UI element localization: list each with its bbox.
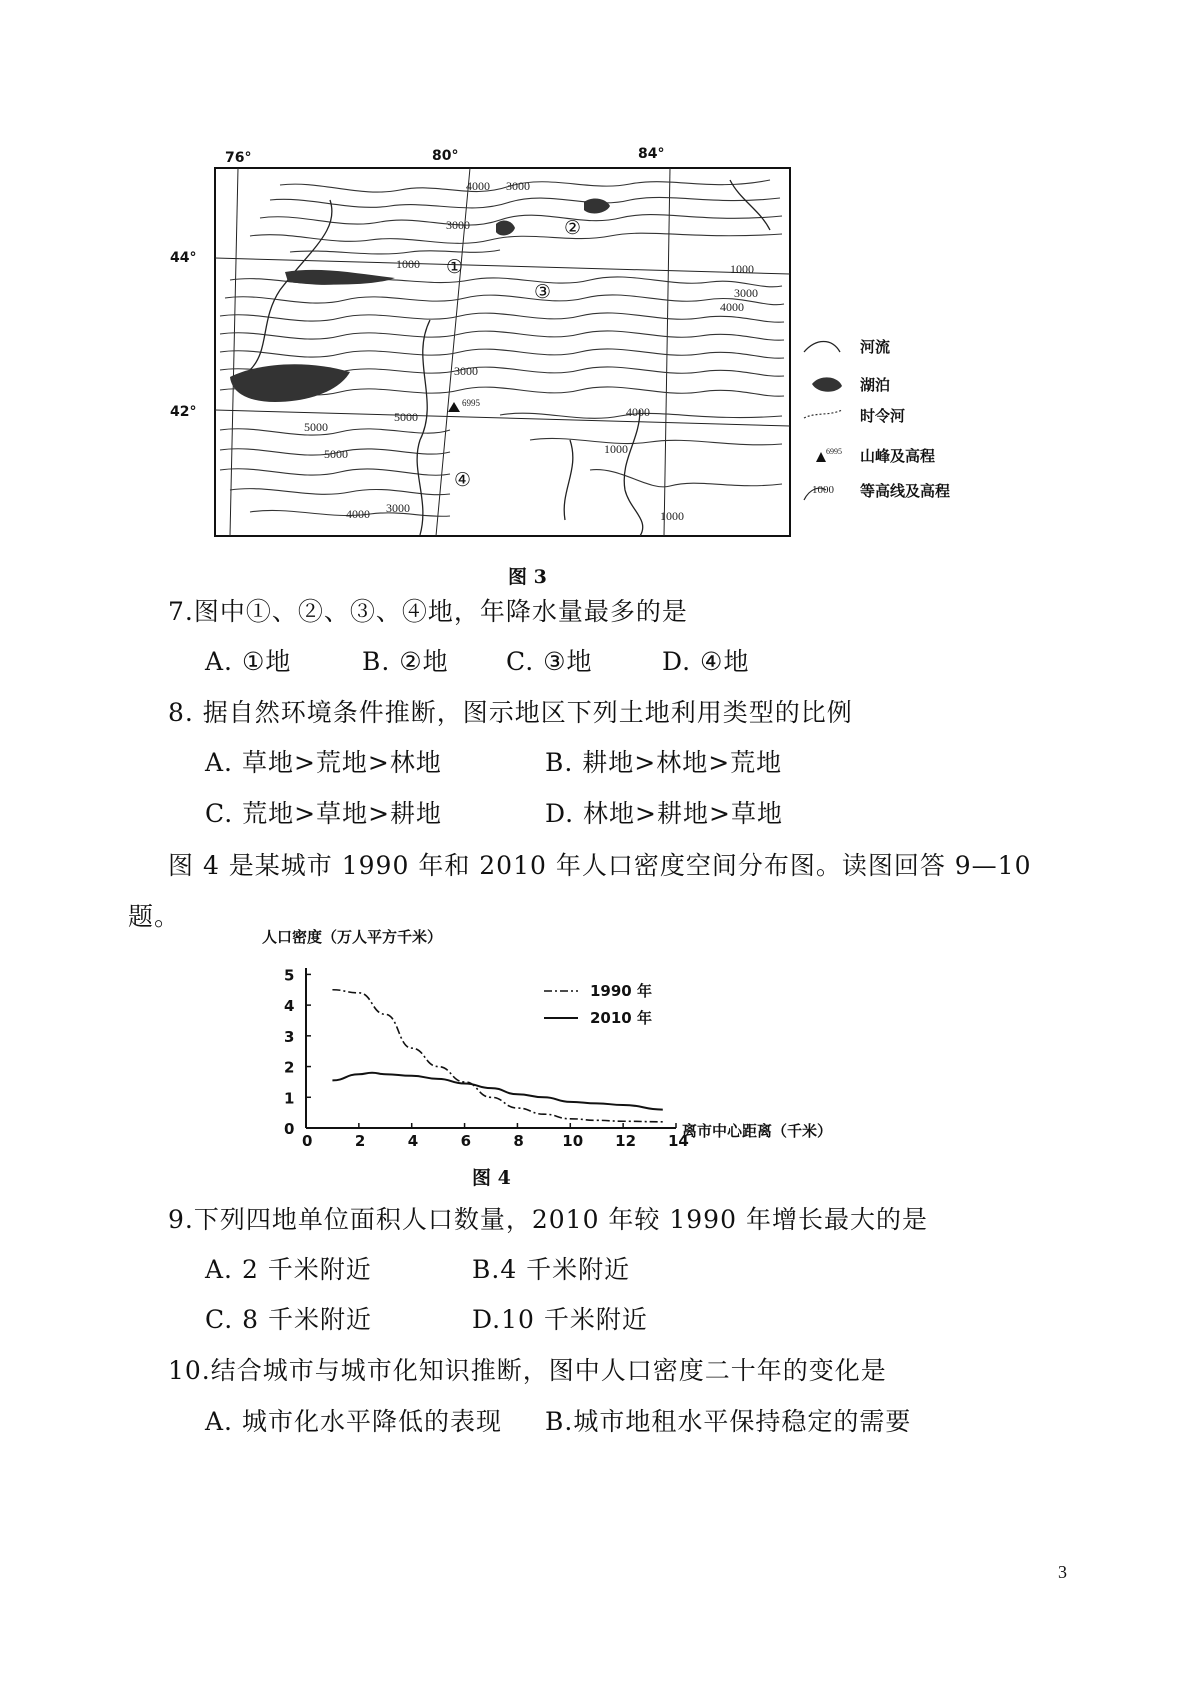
lon-label-84: 84° [638,146,665,162]
contour-label: 5000 [394,410,418,424]
lake-4 [584,199,610,214]
lake-1 [285,270,395,285]
y-tick-label: 1 [284,1089,295,1108]
contour-label: 4000 [346,507,370,521]
site-marker-3: ③ [534,281,552,303]
contour-label: 5000 [304,420,328,434]
x-tick-label: 6 [460,1132,472,1150]
contour-label: 4000 [720,300,744,314]
question-9-stem: 9.下列四地单位面积人口数量，2010 年较 1990 年增长最大的是 [168,1205,928,1234]
legend-contour-sample: 1000 [812,484,834,496]
page-number: 3 [1058,1562,1067,1582]
question-8-option-a: A. 草地>荒地>林地 [205,748,442,777]
legend-label-seasonal-river: 时令河 [860,407,906,425]
question-10-option-b: B.城市地租水平保持稳定的需要 [545,1407,912,1436]
contour-map [170,140,1100,560]
chart-y-axis-label: 人口密度（万人平方千米） [262,928,443,946]
lake-3 [496,221,515,236]
peak-icon [816,452,826,462]
question-9-option-d: D.10 千米附近 [472,1305,648,1334]
legend-label-2010: 2010 年 [590,1009,652,1027]
lat-label-44: 44° [170,250,197,266]
lon-label-76: 76° [225,150,252,166]
x-tick-label: 8 [513,1132,524,1150]
figure-4-intro-line-1: 图 4 是某城市 1990 年和 2010 年人口密度空间分布图。读图回答 9—10 [168,851,1032,880]
river-icon [804,342,840,353]
figure-3 [170,140,1100,560]
contour-label: 5000 [324,447,348,461]
x-tick-label: 12 [615,1132,637,1150]
legend-peak-sample: 6995 [826,447,842,456]
lake-icon [812,377,842,391]
legend-label-river: 河流 [860,338,891,356]
question-8-option-d: D. 林地>耕地>草地 [545,799,783,828]
y-tick-label: 3 [284,1027,295,1046]
contour-label: 1000 [604,442,628,456]
contour-label: 1000 [730,262,754,276]
question-8-option-b: B. 耕地>林地>荒地 [545,748,783,777]
figure-3-caption: 图 3 [508,566,547,588]
figure-4-caption: 图 4 [472,1167,511,1189]
lat-label-42: 42° [170,404,197,420]
site-marker-1: ① [446,256,464,278]
question-8-option-c: C. 荒地>草地>耕地 [205,799,443,828]
legend-label-lake: 湖泊 [860,376,891,394]
peak-elevation-label: 6995 [462,398,480,408]
figure-4-intro-line-2: 题。 [128,902,181,931]
contour-label: 4000 [626,405,650,419]
site-marker-4: ④ [454,469,472,491]
contour-label: 3000 [734,286,758,300]
x-tick-label: 10 [562,1132,584,1150]
y-tick-label: 4 [284,997,295,1016]
x-tick-label: 14 [668,1132,689,1150]
contour-label: 1000 [396,257,420,271]
contour-label: 3000 [446,218,470,232]
chart-legend [544,982,652,1027]
question-8-stem: 8. 据自然环境条件推断，图示地区下列土地利用类型的比例 [168,698,853,727]
peak-marker [448,402,460,412]
question-7-option-a: A. ①地 [205,647,292,676]
legend-label-1990: 1990 年 [590,982,652,1000]
x-tick-label: 4 [407,1132,419,1150]
contour-label: 1000 [660,509,684,523]
contour-label: 3000 [454,364,478,378]
series-line-2010 [332,1073,662,1110]
question-7-option-c: C. ③地 [506,647,593,676]
question-9-option-b: B.4 千米附近 [472,1255,631,1284]
y-tick-label: 5 [284,966,295,985]
question-7-option-b: B. ②地 [362,647,449,676]
map-legend [804,338,950,500]
lon-label-80: 80° [432,148,459,164]
lake-2 [230,364,350,402]
legend-label-peak: 山峰及高程 [860,447,936,465]
question-9-option-a: A. 2 千米附近 [205,1255,372,1284]
question-10-stem: 10.结合城市与城市化知识推断，图中人口密度二十年的变化是 [168,1356,887,1385]
x-tick-label: 2 [354,1132,366,1150]
question-10-option-a: A. 城市化水平降低的表现 [205,1407,502,1436]
y-tick-label: 2 [284,1058,295,1077]
figure-4-chart [262,928,942,1158]
y-tick-label: 0 [284,1120,295,1138]
x-tick-label: 0 [302,1132,313,1150]
population-density-chart [262,928,942,1158]
contour-label: 3000 [386,501,410,515]
seasonal-river-icon [804,410,842,418]
site-marker-2: ② [564,217,582,239]
chart-x-axis-label: 离市中心距离（千米） [682,1122,833,1140]
contour-label: 3000 [506,179,530,193]
contour-label: 4000 [466,179,490,193]
question-7-option-d: D. ④地 [662,647,750,676]
legend-label-contour: 等高线及高程 [860,482,951,500]
question-9-option-c: C. 8 千米附近 [205,1305,372,1334]
question-7-stem: 7.图中①、②、③、④地，年降水量最多的是 [168,597,688,626]
